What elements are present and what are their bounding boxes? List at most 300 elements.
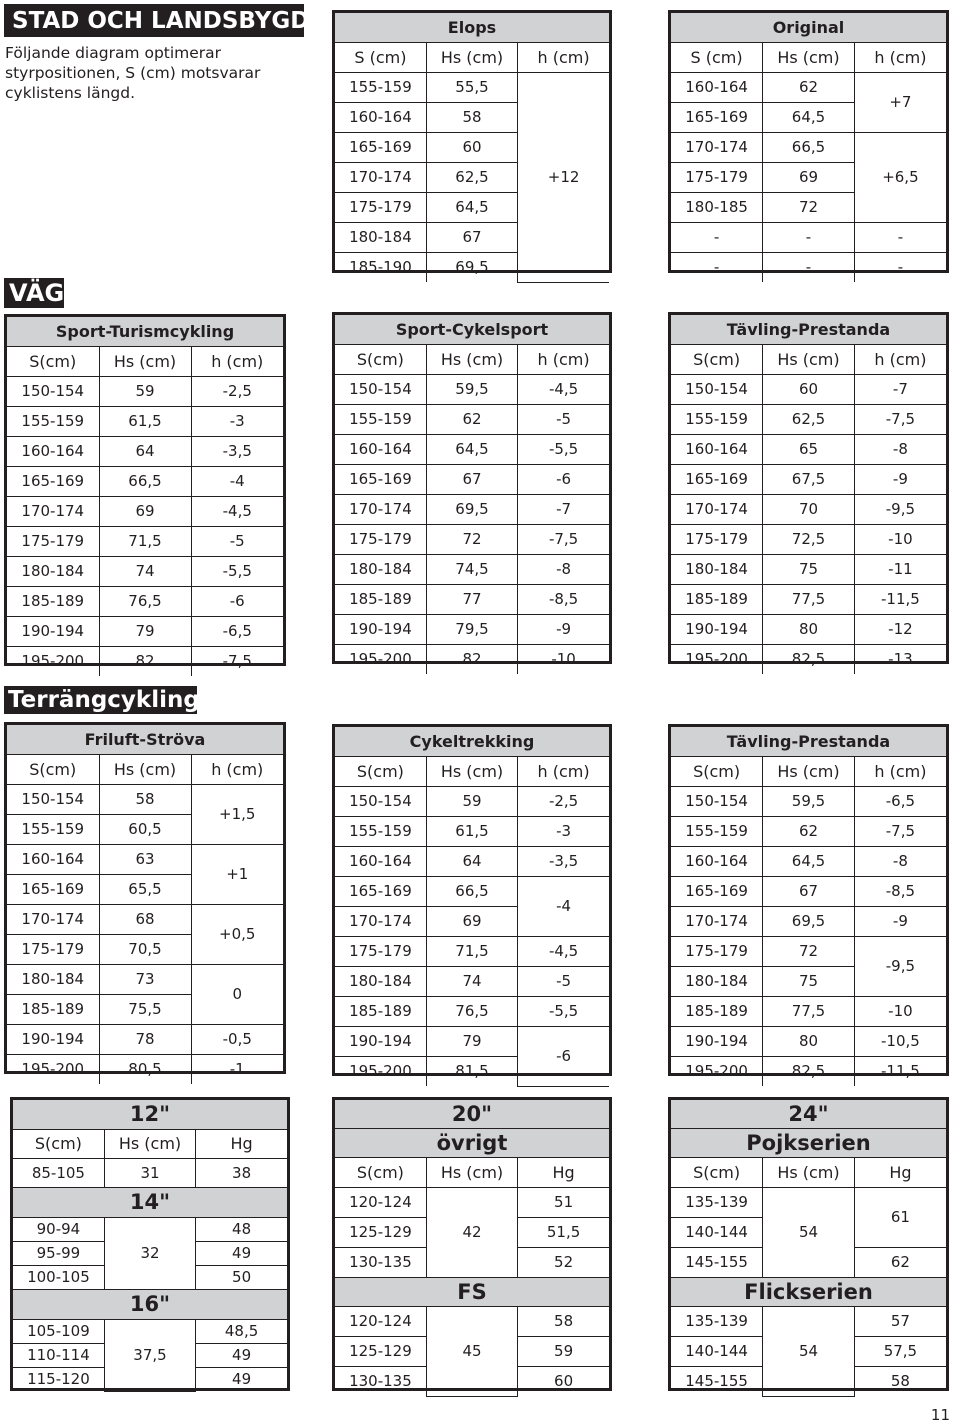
cell: -2,5: [518, 787, 609, 817]
cell: -7,5: [854, 817, 946, 847]
cell: 160-164: [671, 847, 763, 877]
section-terrang-heading: Terrängcykling: [4, 686, 197, 714]
table-title: 16": [13, 1290, 287, 1320]
cell: -8,5: [854, 877, 946, 907]
cell: 51: [518, 1188, 609, 1218]
col-hs: Hs (cm): [104, 1130, 195, 1159]
cell: 190-194: [671, 1027, 763, 1057]
cell: -8: [854, 847, 946, 877]
cell: -12: [854, 615, 946, 645]
cell: 61,5: [99, 407, 191, 437]
col-s: S(cm): [335, 757, 426, 787]
cell: 150-154: [335, 375, 426, 405]
cell: -10,5: [854, 1027, 946, 1057]
cell: 120-124: [335, 1307, 426, 1337]
cell: 60: [518, 1367, 609, 1397]
col-s: S (cm): [671, 43, 763, 73]
col-h: h (cm): [191, 755, 283, 785]
cell: 180-185: [671, 193, 763, 223]
cell: 67: [426, 465, 517, 495]
cell: 195-200: [7, 647, 99, 677]
cell-merged: 0: [191, 965, 283, 1025]
cell: 69,5: [426, 253, 517, 283]
cell: -4,5: [518, 375, 609, 405]
cell-merged: +6,5: [854, 133, 946, 223]
cell: 95-99: [13, 1242, 104, 1266]
cell: 67: [763, 877, 855, 907]
cell: -: [671, 223, 763, 253]
cell: 59,5: [426, 375, 517, 405]
cell: 72,5: [763, 525, 855, 555]
col-h: h (cm): [854, 43, 946, 73]
wheel-24-table: [668, 1097, 949, 1391]
cell: 185-189: [335, 997, 426, 1027]
tavling-vag-table: [668, 312, 949, 668]
cell: -9: [854, 465, 946, 495]
cell: 180-184: [671, 967, 763, 997]
table-title: 14": [13, 1188, 287, 1218]
wheel-12-14-16-table: [10, 1097, 290, 1391]
cell: 150-154: [7, 785, 99, 815]
cell: -9: [518, 615, 609, 645]
cell: -13: [854, 645, 946, 675]
cell: 185-189: [335, 585, 426, 615]
cell: 57: [854, 1307, 946, 1337]
cell: 175-179: [671, 937, 763, 967]
cell: 150-154: [7, 377, 99, 407]
cell: -10: [854, 997, 946, 1027]
cell: -4: [191, 467, 283, 497]
cell: 175-179: [7, 527, 99, 557]
page-title: STAD OCH LANDSBYGD: [4, 4, 304, 37]
cell: 150-154: [671, 375, 763, 405]
cell-merged: 54: [763, 1188, 855, 1278]
cell: 64,5: [763, 847, 855, 877]
cell: 52: [518, 1248, 609, 1278]
cell: 190-194: [335, 1027, 426, 1057]
cell: 170-174: [7, 497, 99, 527]
cell: 125-129: [335, 1337, 426, 1367]
col-hs: Hs (cm): [426, 345, 517, 375]
cell: 170-174: [335, 163, 426, 193]
table-subtitle: övrigt: [335, 1129, 609, 1158]
col-s: S(cm): [335, 345, 426, 375]
table-title: Sport-Turismcykling: [7, 317, 283, 347]
cell: 140-144: [671, 1218, 763, 1248]
cell: -8,5: [518, 585, 609, 615]
cell: 85-105: [13, 1159, 104, 1188]
cell: -0,5: [191, 1025, 283, 1055]
cell: -5,5: [191, 557, 283, 587]
cell-merged: 32: [104, 1218, 195, 1290]
cell: 72: [763, 937, 855, 967]
col-s: S(cm): [335, 1158, 426, 1188]
cell: 155-159: [335, 405, 426, 435]
cell: -11,5: [854, 1057, 946, 1087]
cell: 190-194: [7, 1025, 99, 1055]
cell: -7,5: [191, 647, 283, 677]
cell: 195-200: [335, 645, 426, 675]
cell: 180-184: [671, 555, 763, 585]
cell: 145-155: [671, 1367, 763, 1397]
cell: 73: [99, 965, 191, 995]
cell: -2,5: [191, 377, 283, 407]
cell: 185-189: [671, 585, 763, 615]
cell: 165-169: [335, 133, 426, 163]
cell: 185-189: [7, 995, 99, 1025]
col-s: S (cm): [335, 43, 426, 73]
col-h: h (cm): [518, 757, 609, 787]
cell: -5,5: [518, 435, 609, 465]
cell: 69: [763, 163, 855, 193]
cell: 64,5: [426, 193, 517, 223]
cell: -3: [518, 817, 609, 847]
cell: 175-179: [335, 937, 426, 967]
cell: -7: [854, 375, 946, 405]
col-hs: Hs (cm): [426, 757, 517, 787]
cell: -5: [518, 405, 609, 435]
table-title: Elops: [335, 13, 609, 43]
col-hs: Hs (cm): [763, 43, 855, 73]
cell-merged: +1: [191, 845, 283, 905]
cell: 77,5: [763, 585, 855, 615]
cell: 170-174: [671, 133, 763, 163]
cell: 68: [99, 905, 191, 935]
cell: 48,5: [196, 1320, 287, 1344]
cell: 69,5: [763, 907, 855, 937]
cell: -5: [191, 527, 283, 557]
cell: 70: [763, 495, 855, 525]
cell: 49: [196, 1242, 287, 1266]
cell: -11,5: [854, 585, 946, 615]
cell: 195-200: [7, 1055, 99, 1085]
cell: 69: [426, 907, 517, 937]
cell: 170-174: [671, 495, 763, 525]
cell: 180-184: [7, 965, 99, 995]
cell: 190-194: [7, 617, 99, 647]
cell: 51,5: [518, 1218, 609, 1248]
cell: -7: [518, 495, 609, 525]
cell: 59,5: [763, 787, 855, 817]
table-title: FS: [335, 1278, 609, 1307]
cell-merged: -9,5: [854, 937, 946, 997]
cell: 76,5: [426, 997, 517, 1027]
cell: 180-184: [335, 967, 426, 997]
cell: 180-184: [335, 555, 426, 585]
cell: 190-194: [671, 615, 763, 645]
elops-table: [332, 10, 612, 276]
cell: 72: [426, 525, 517, 555]
cell-merged: 61: [854, 1188, 946, 1248]
cell: 74: [99, 557, 191, 587]
cell: 67: [426, 223, 517, 253]
table-title: 12": [13, 1100, 287, 1130]
cell: 31: [104, 1159, 195, 1188]
cell: 170-174: [671, 907, 763, 937]
col-h: h (cm): [854, 345, 946, 375]
cell: 160-164: [671, 73, 763, 103]
col-s: S(cm): [13, 1130, 104, 1159]
table-title: Original: [671, 13, 946, 43]
cell: 63: [99, 845, 191, 875]
col-h: h (cm): [854, 757, 946, 787]
cell: 59: [99, 377, 191, 407]
cell: 79: [99, 617, 191, 647]
cell: 62: [763, 817, 855, 847]
cell: -9: [854, 907, 946, 937]
cell: 160-164: [671, 435, 763, 465]
cell: 64: [99, 437, 191, 467]
cell: -: [763, 223, 855, 253]
cell: 61,5: [426, 817, 517, 847]
cell: -10: [518, 645, 609, 675]
cell: 55,5: [426, 73, 517, 103]
cell: 185-190: [335, 253, 426, 283]
cell: 155-159: [335, 817, 426, 847]
cell: 48: [196, 1218, 287, 1242]
cell: -10: [854, 525, 946, 555]
cell: -3,5: [518, 847, 609, 877]
cell: 160-164: [335, 435, 426, 465]
cell: -6,5: [191, 617, 283, 647]
cell: 160-164: [335, 103, 426, 133]
cell: 76,5: [99, 587, 191, 617]
cell-merged: 42: [426, 1188, 517, 1278]
cell: 79,5: [426, 615, 517, 645]
cell: 165-169: [335, 877, 426, 907]
cell: 66,5: [426, 877, 517, 907]
cell: 165-169: [7, 467, 99, 497]
cell-merged: 37,5: [104, 1320, 195, 1392]
col-hg: Hg: [196, 1130, 287, 1159]
col-s: S(cm): [671, 1158, 763, 1188]
table-title: 20": [335, 1100, 609, 1129]
cell: 69: [99, 497, 191, 527]
table-title: Flickserien: [671, 1278, 946, 1307]
cell: 175-179: [335, 525, 426, 555]
cell-merged: +12: [518, 73, 609, 283]
cell: 185-189: [7, 587, 99, 617]
cell: -6: [191, 587, 283, 617]
cell: 120-124: [335, 1188, 426, 1218]
cell: -4,5: [518, 937, 609, 967]
cell: 90-94: [13, 1218, 104, 1242]
cell: -: [854, 253, 946, 283]
cell: 175-179: [335, 193, 426, 223]
cell: 100-105: [13, 1266, 104, 1290]
intro-text: Följande diagram optimerar styrpositionen, S (cm) motsvarar cyklistens längd.: [5, 44, 261, 102]
cell: 110-114: [13, 1344, 104, 1368]
cell: 77,5: [763, 997, 855, 1027]
cell: 155-159: [671, 405, 763, 435]
cell: 58: [99, 785, 191, 815]
page-number: 11: [930, 1406, 950, 1424]
col-hs: Hs (cm): [99, 755, 191, 785]
friluft-table: [4, 722, 286, 1078]
cell: 66,5: [99, 467, 191, 497]
cell: 64,5: [763, 103, 855, 133]
cell: 70,5: [99, 935, 191, 965]
table-title: Friluft-Ströva: [7, 725, 283, 755]
cell: 69,5: [426, 495, 517, 525]
cell: 155-159: [7, 815, 99, 845]
cell: -11: [854, 555, 946, 585]
cell: 105-109: [13, 1320, 104, 1344]
cell: 77: [426, 585, 517, 615]
cell: 71,5: [99, 527, 191, 557]
table-title: 24": [671, 1100, 946, 1129]
col-hs: Hs (cm): [426, 43, 517, 73]
cell: 145-155: [671, 1248, 763, 1278]
cell: 180-184: [335, 223, 426, 253]
col-hs: Hs (cm): [763, 345, 855, 375]
cell: -7,5: [518, 525, 609, 555]
cell: 130-135: [335, 1367, 426, 1397]
cell: 60,5: [99, 815, 191, 845]
cell: 160-164: [7, 437, 99, 467]
cell: 75,5: [99, 995, 191, 1025]
cell: 79: [426, 1027, 517, 1057]
cell: 49: [196, 1344, 287, 1368]
cell: 58: [854, 1367, 946, 1397]
cell: 57,5: [854, 1337, 946, 1367]
cell: 82: [426, 645, 517, 675]
col-hs: Hs (cm): [763, 757, 855, 787]
cell: 75: [763, 555, 855, 585]
cell: 62,5: [426, 163, 517, 193]
col-hs: Hs (cm): [763, 1158, 855, 1188]
cell: -6,5: [854, 787, 946, 817]
cell: 160-164: [7, 845, 99, 875]
cell: -: [854, 223, 946, 253]
cell: 59: [426, 787, 517, 817]
table-subtitle: Pojkserien: [671, 1129, 946, 1158]
cell: -7,5: [854, 405, 946, 435]
cell: 165-169: [671, 465, 763, 495]
cell: 60: [763, 375, 855, 405]
cell-merged: -6: [518, 1027, 609, 1087]
col-hs: Hs (cm): [426, 1158, 517, 1188]
table-title: Tävling-Prestanda: [671, 315, 946, 345]
cell: 140-144: [671, 1337, 763, 1367]
cell: 62,5: [763, 405, 855, 435]
col-s: S(cm): [671, 345, 763, 375]
cell: 165-169: [671, 103, 763, 133]
cell: 64: [426, 847, 517, 877]
cell: 50: [196, 1266, 287, 1290]
cell: 66,5: [763, 133, 855, 163]
cell: 71,5: [426, 937, 517, 967]
cell: -8: [854, 435, 946, 465]
col-h: h (cm): [191, 347, 283, 377]
cell: 125-129: [335, 1218, 426, 1248]
cell: 78: [99, 1025, 191, 1055]
cell: -: [671, 253, 763, 283]
cell: 59: [518, 1337, 609, 1367]
cell: -8: [518, 555, 609, 585]
cell: 64,5: [426, 435, 517, 465]
cell: 60: [426, 133, 517, 163]
col-hg: Hg: [854, 1158, 946, 1188]
sport-turism-table: [4, 314, 286, 670]
cell: -6: [518, 465, 609, 495]
cell: 80: [763, 1027, 855, 1057]
tavling-terrang-table: [668, 724, 949, 1080]
cell-merged: +1,5: [191, 785, 283, 845]
cell: 82,5: [763, 645, 855, 675]
col-h: h (cm): [518, 43, 609, 73]
cell: 150-154: [671, 787, 763, 817]
col-h: h (cm): [518, 345, 609, 375]
cell: 195-200: [335, 1057, 426, 1087]
cell: 65,5: [99, 875, 191, 905]
cykeltrekking-table: [332, 724, 612, 1080]
cell: 180-184: [7, 557, 99, 587]
cell: 185-189: [671, 997, 763, 1027]
table-title: Sport-Cykelsport: [335, 315, 609, 345]
cell: 80: [763, 615, 855, 645]
cell: -: [763, 253, 855, 283]
cell: 165-169: [7, 875, 99, 905]
cell: 72: [763, 193, 855, 223]
cell: 155-159: [335, 73, 426, 103]
col-s: S(cm): [7, 347, 99, 377]
col-s: S(cm): [671, 757, 763, 787]
col-s: S(cm): [7, 755, 99, 785]
cell: -5,5: [518, 997, 609, 1027]
cell: 165-169: [335, 465, 426, 495]
cell: -1: [191, 1055, 283, 1085]
cell-merged: +0,5: [191, 905, 283, 965]
cell: 175-179: [671, 525, 763, 555]
cell-merged: -4: [518, 877, 609, 937]
cell: 190-194: [335, 615, 426, 645]
cell: 82,5: [763, 1057, 855, 1087]
cell: 170-174: [335, 495, 426, 525]
cell: -3,5: [191, 437, 283, 467]
cell: 165-169: [671, 877, 763, 907]
cell: 195-200: [671, 645, 763, 675]
cell: 155-159: [7, 407, 99, 437]
col-hs: Hs (cm): [99, 347, 191, 377]
cell: 175-179: [7, 935, 99, 965]
cell: 130-135: [335, 1248, 426, 1278]
cell: 80,5: [99, 1055, 191, 1085]
cell: 65: [763, 435, 855, 465]
cell: 58: [518, 1307, 609, 1337]
cell: 62: [426, 405, 517, 435]
cell: -9,5: [854, 495, 946, 525]
cell: 135-139: [671, 1307, 763, 1337]
cell: 160-164: [335, 847, 426, 877]
original-table: [668, 10, 949, 276]
cell: 49: [196, 1368, 287, 1392]
sport-cykelsport-table: [332, 312, 612, 668]
cell-merged: +7: [854, 73, 946, 133]
cell: 74: [426, 967, 517, 997]
cell-merged: 45: [426, 1307, 517, 1397]
cell: 150-154: [335, 787, 426, 817]
table-title: Cykeltrekking: [335, 727, 609, 757]
cell: 62: [854, 1248, 946, 1278]
cell: 75: [763, 967, 855, 997]
cell: 67,5: [763, 465, 855, 495]
cell: -3: [191, 407, 283, 437]
table-title: Tävling-Prestanda: [671, 727, 946, 757]
cell-merged: 54: [763, 1307, 855, 1397]
cell: 82: [99, 647, 191, 677]
cell: -5: [518, 967, 609, 997]
